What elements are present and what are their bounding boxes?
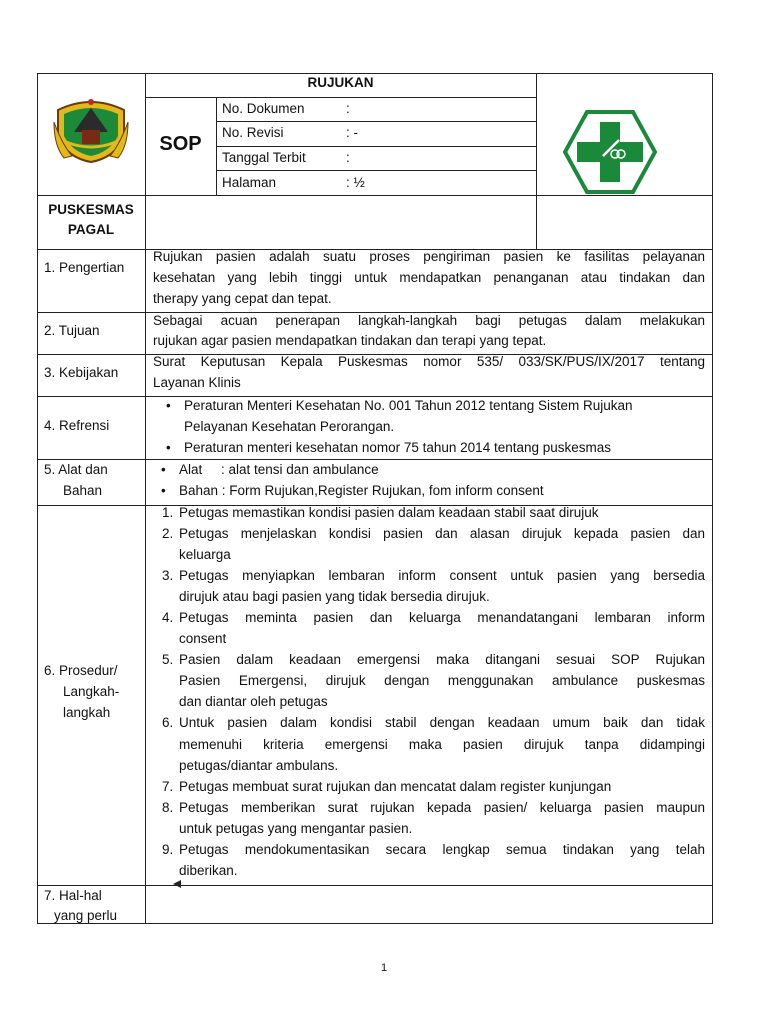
page-number: 1 [380, 962, 388, 974]
sop-label: SOP [159, 133, 202, 155]
pengertian-line: Rujukan pasien adalah suatu proses pengiriman pasien ke fasilitas pelayanan [153, 249, 705, 264]
step-number: 3. [162, 568, 174, 583]
pengertian-line: therapy yang cepat dan tepat. [153, 291, 332, 306]
meta-label-halaman: Halaman [222, 175, 277, 190]
org-name-line2: PAGAL [67, 222, 115, 237]
step-number: 2. [162, 526, 174, 541]
step-line: keluarga [179, 547, 231, 562]
caret-marker-icon [173, 880, 183, 888]
step-line: Pasien dalam keadaan emergensi maka ditangani sesuai SOP Rujukan [179, 652, 705, 667]
step-line: Pasien Emergensi, dirujuk dengan menggunakan ambulance puskesmas [179, 673, 705, 688]
alat-bahan-item: • Bahan : Form Rujukan,Register Rujukan, fom inform consent [179, 483, 544, 499]
kebijakan-line: Surat Keputusan Kepala Puskesmas nomor 535/ 033/SK/PUS/IX/2017 tentang [153, 354, 705, 369]
referensi-item: • Peraturan menteri kesehatan nomor 75 tahun 2014 tentang puskesmas [184, 440, 611, 456]
step-number: 7. [162, 779, 174, 794]
tujuan-line: rujukan agar pasien mendapatkan tindakan dan terapi yang tepat. [153, 333, 547, 348]
label-prosedur: 6. Prosedur/ [44, 663, 118, 678]
referensi-item-continuation: Pelayanan Kesehatan Perorangan. [184, 419, 395, 434]
step-line: consent [179, 631, 227, 646]
step-number: 4. [162, 610, 174, 625]
step-line: diberikan. [179, 863, 238, 878]
kebijakan-line: Layanan Klinis [153, 375, 241, 390]
step-line: Petugas menjelaskan kondisi pasien dan alasan dirujuk kepada pasien dan [179, 526, 705, 541]
step-line: Petugas mendokumentasikan secara lengkap semua tindakan yang telah [179, 842, 705, 857]
label-pengertian: 1. Pengertian [44, 260, 125, 275]
label-prosedur-3: langkah [63, 705, 111, 720]
step-line: memenuhi kriteria emergensi maka pasien dirujuk tanpa didampingi [179, 737, 705, 752]
step-line: Petugas memberikan surat rujukan kepada pasien/ keluarga pasien maupun [179, 800, 705, 815]
label-tujuan: 2. Tujuan [44, 323, 100, 338]
step-line: petugas/diantar ambulans. [179, 758, 339, 773]
meta-value-no-dokumen: : [346, 101, 350, 116]
regency-emblem-icon [52, 92, 130, 164]
label-referensi: 4. Refrensi [44, 418, 110, 433]
step-line: Petugas membuat surat rujukan dan mencatat dalam register kunjungan [179, 779, 612, 794]
step-number: 8. [162, 800, 174, 815]
step-line: Petugas meminta pasien dan keluarga menandatangani lembaran inform [179, 610, 705, 625]
step-line: Untuk pasien dalam kondisi stabil dengan keadaan umum baik dan tidak [179, 715, 705, 730]
document-title: RUJUKAN [307, 75, 374, 90]
step-number: 6. [162, 715, 174, 730]
label-prosedur-2: Langkah- [63, 684, 120, 699]
referensi-item: • Peraturan Menteri Kesehatan No. 001 Tahun 2012 tentang Sistem Rujukan [184, 398, 633, 414]
step-line: dirujuk atau bagi pasien yang tidak bersedia dirujuk. [179, 589, 490, 604]
meta-value-tanggal-terbit: : [346, 150, 350, 165]
meta-value-no-revisi: : - [346, 125, 358, 140]
pengertian-line: kesehatan yang lebih tinggi untuk mendapatkan penanganan atau tindakan dan [153, 270, 705, 285]
step-line: Petugas menyiapkan lembaran inform consent untuk pasien yang bersedia [179, 568, 705, 583]
step-line: dan diantar oleh petugas [179, 694, 328, 709]
meta-label-no-dokumen: No. Dokumen [222, 101, 305, 116]
meta-label-tanggal-terbit: Tanggal Terbit [222, 150, 306, 165]
label-hal-hal: 7. Hal-hal [44, 888, 102, 903]
tujuan-line: Sebagai acuan penerapan langkah-langkah bagi petugas dalam melakukan [153, 313, 705, 328]
org-name-line1: PUSKESMAS [48, 202, 134, 217]
label-hal-hal-2: yang perlu [54, 908, 118, 923]
step-number: 1. [162, 505, 174, 520]
step-line: Petugas memastikan kondisi pasien dalam keadaan stabil saat dirujuk [179, 505, 599, 520]
alat-bahan-item: • Alat : alat tensi dan ambulance [179, 462, 379, 478]
step-number: 9. [162, 842, 174, 857]
puskesmas-cross-logo-icon [563, 110, 657, 194]
label-alat-bahan-2: Bahan [63, 483, 103, 498]
meta-value-halaman: : ½ [346, 175, 365, 190]
label-alat-bahan: 5. Alat dan [44, 462, 108, 477]
meta-label-no-revisi: No. Revisi [222, 125, 284, 140]
step-line: untuk petugas yang mengantar pasien. [179, 821, 413, 836]
step-number: 5. [162, 652, 174, 667]
label-kebijakan: 3. Kebijakan [44, 365, 119, 380]
